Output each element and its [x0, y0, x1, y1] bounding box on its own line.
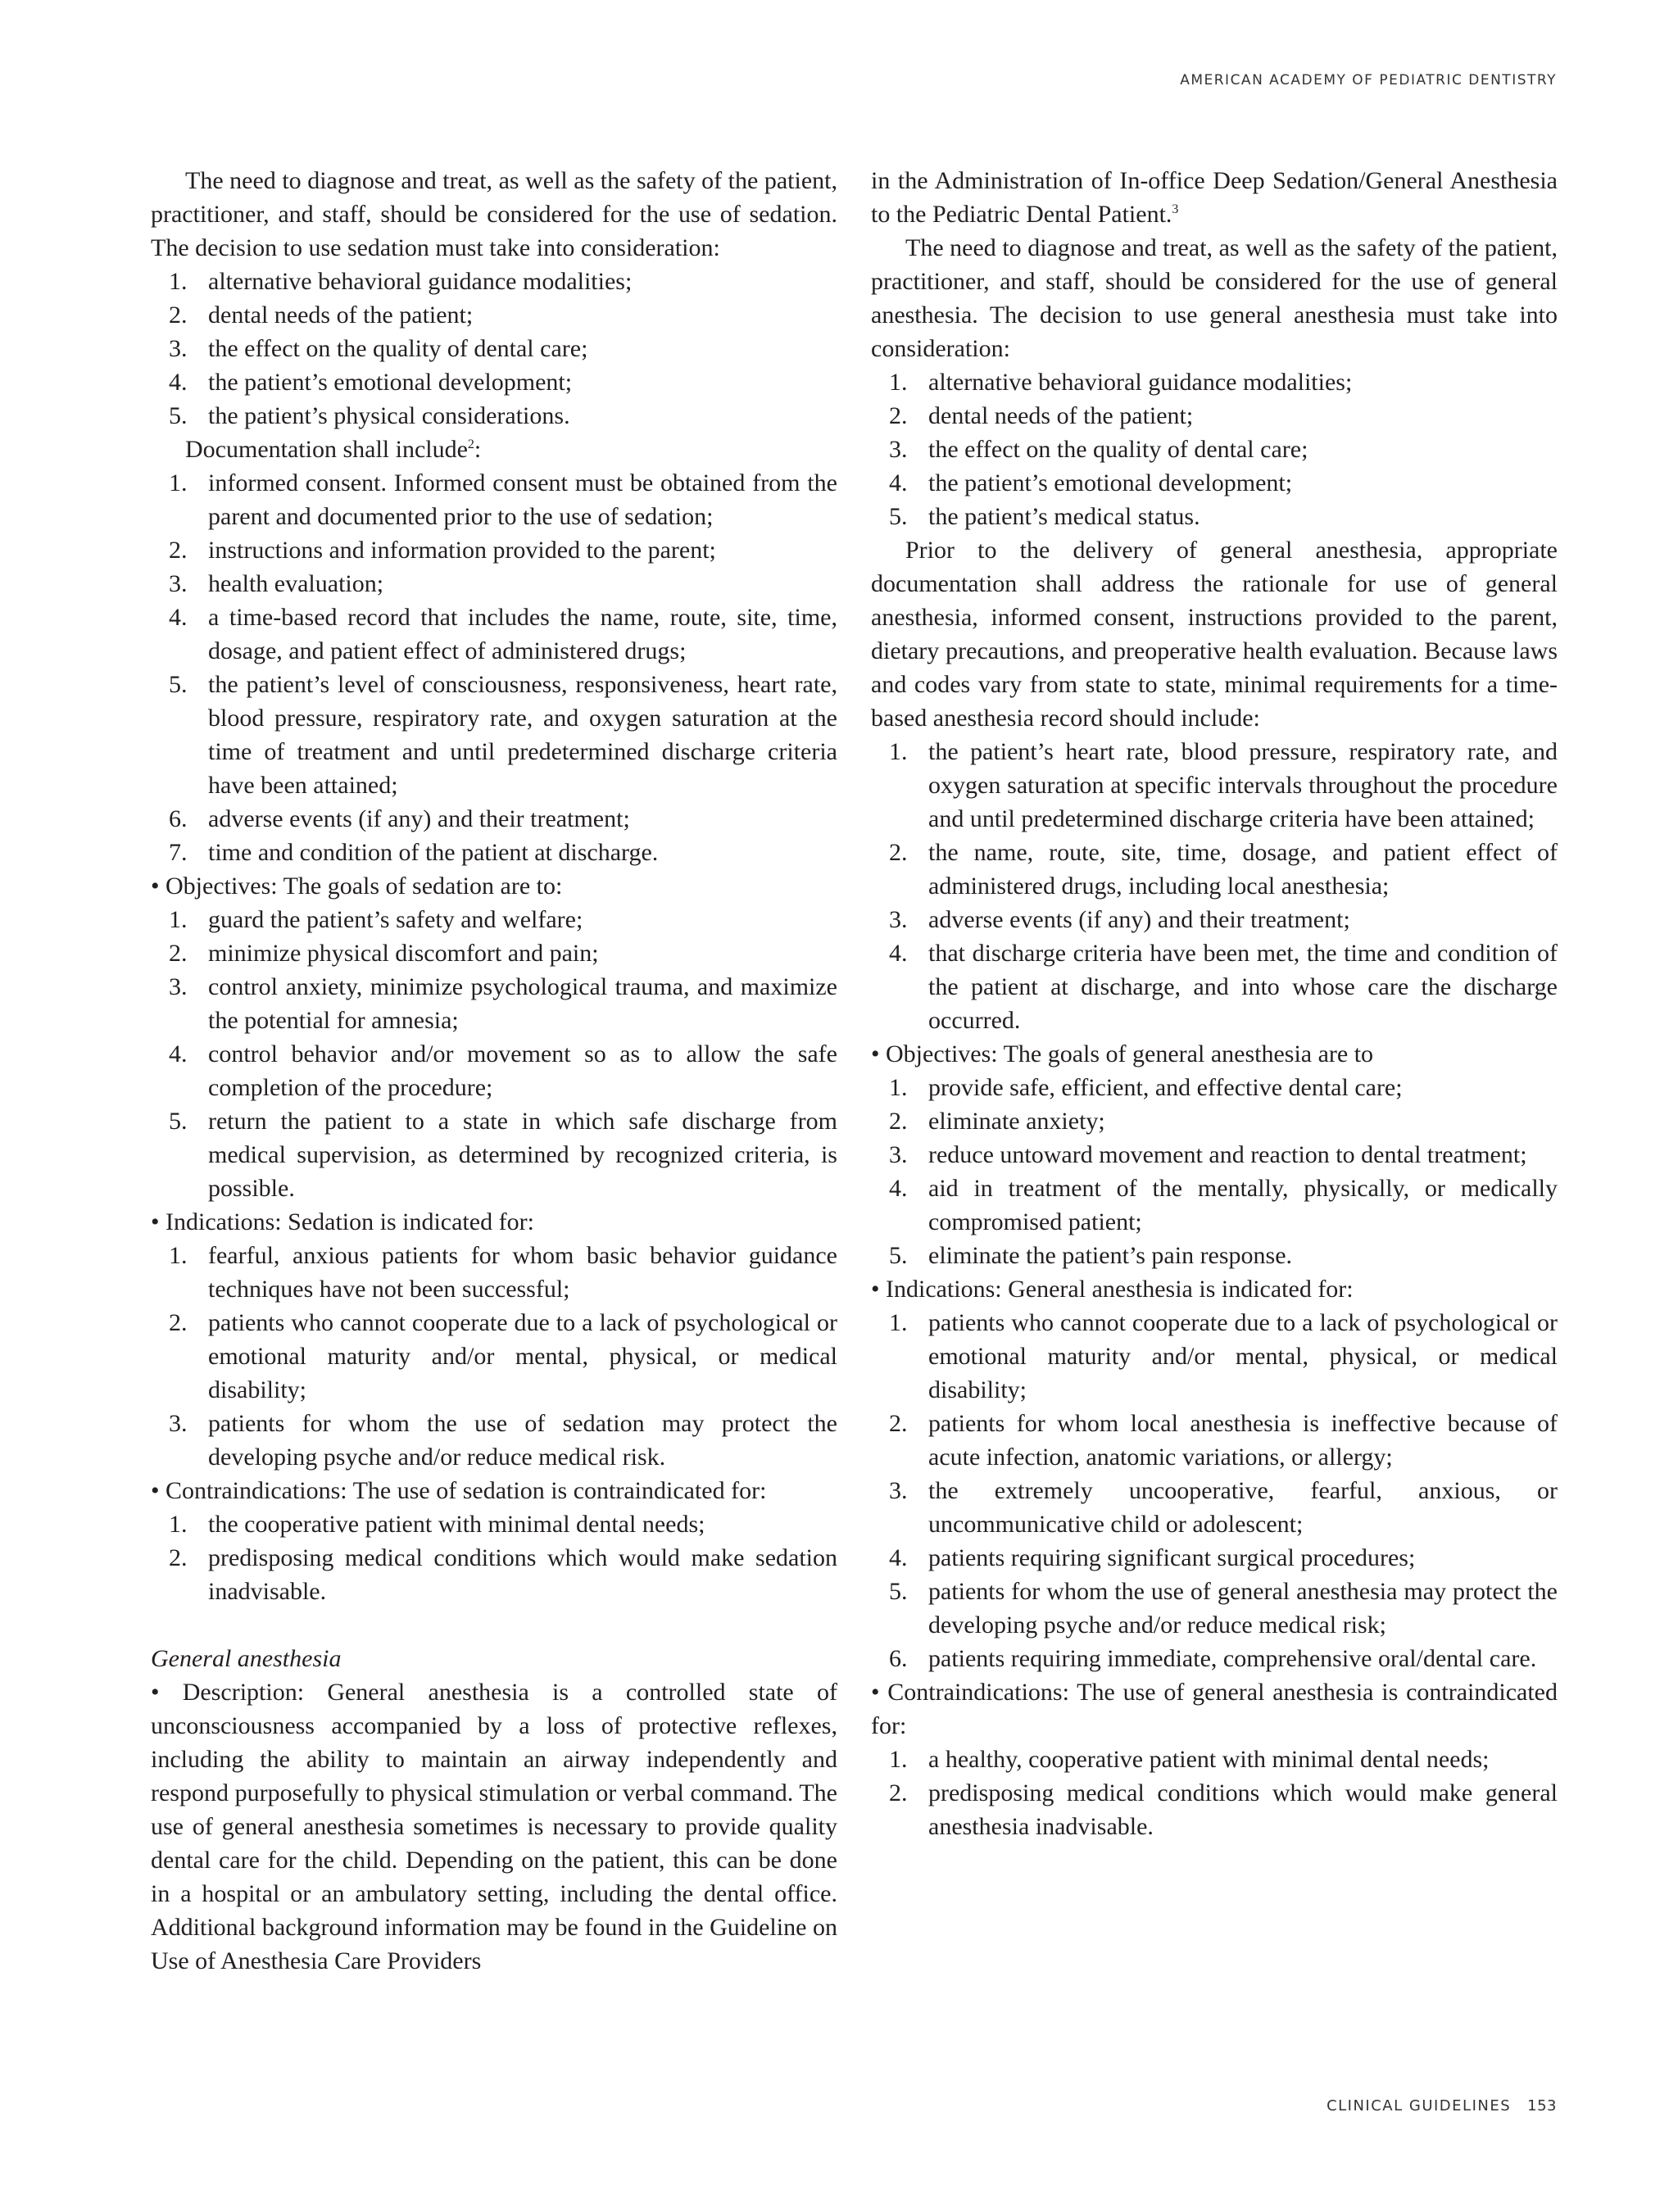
list-item-number: 1. [889, 1074, 908, 1101]
list-item-text: patients who cannot cooperate due to a lack of psychological or emotional maturity and/or mental, physical, or medical disability; [928, 1309, 1558, 1403]
list-item-text: patients requiring significant surgical procedures; [928, 1544, 1416, 1571]
list-item [151, 567, 837, 601]
running-footer [1327, 2097, 1557, 2115]
list-item [151, 601, 837, 668]
right-column [871, 164, 1558, 1843]
list-item-text: the patient’s emotional development; [208, 369, 573, 396]
ga-objectives-list [871, 1071, 1558, 1272]
list-item-text: dental needs of the patient; [208, 301, 474, 329]
list-item-number: 1. [169, 1242, 188, 1269]
list-item-number: 3. [169, 973, 188, 1000]
sedation-intro: The need to diagnose and treat, as well as the safety of the patient, practitioner, and staff, should be considered for the use of sedation. The decision to use sedation must take into consideration: [151, 167, 837, 261]
list-item-number: 2. [889, 1410, 908, 1437]
list-item-text: alternative behavioral guidance modalities; [208, 268, 633, 295]
list-item [871, 1541, 1558, 1575]
list-item-number: 1. [889, 738, 908, 765]
list-item-text: adverse events (if any) and their treatment; [208, 805, 630, 832]
list-item-text: minimize physical discomfort and pain; [208, 940, 599, 967]
list-item-text: that discharge criteria have been met, the time and condition of the patient at discharge, and into whose care the discharge occurred. [928, 940, 1558, 1034]
list-item-number: 4. [889, 1544, 908, 1571]
list-item [151, 1037, 837, 1104]
list-item [871, 1776, 1558, 1843]
list-item-text: dental needs of the patient; [928, 402, 1194, 429]
list-item-number: 3. [889, 906, 908, 933]
list-item-number: 4. [889, 940, 908, 967]
list-item-text: the extremely uncooperative, fearful, anxious, or uncommunicative child or adolescent; [928, 1477, 1558, 1538]
description-continuation [871, 164, 1558, 231]
list-item-number: 3. [889, 436, 908, 463]
list-item [871, 1474, 1558, 1541]
list-item-number: 3. [169, 1410, 188, 1437]
general-anesthesia-description: • Description: General anesthesia is a controlled state of unconsciousness accompanied by a loss of protective reflexes, including the ability to maintain an airway independently and respond purposefully to physical stimulation or verbal command. The use of general anesthesia sometimes is necessary to provide quality dental care for the child. Depending on the patient, this can be done in a hospital or an ambulatory setting, including the dental office. Additional background information may be found in the Guideline on Use of Anesthesia Care Providers [151, 1679, 837, 1974]
list-item-text: eliminate anxiety; [928, 1108, 1105, 1135]
description-continuation-text: in the Administration of In-office Deep Sedation/General Anesthesia to the Pediatric Dental Patient. [871, 167, 1558, 228]
list-item-number: 3. [169, 570, 188, 597]
ga-prior-paragraph: Prior to the delivery of general anesthesia, appropriate documentation shall address the rationale for use of general anesthesia, informed consent, instructions provided to the parent, dietary precautions, and preoperative health evaluation. Because laws and codes vary from state to state, minimal requirements for a time-based anesthesia record should include: [871, 537, 1558, 732]
documentation-lead-text: Documentation shall include [185, 436, 468, 463]
list-item-number: 5. [169, 402, 188, 429]
list-item-text: reduce untoward movement and reaction to dental treatment; [928, 1141, 1527, 1168]
list-item [871, 735, 1558, 836]
list-item-number: 1. [169, 268, 188, 295]
list-item [871, 1138, 1558, 1172]
list-item-number: 1. [889, 369, 908, 396]
ga-contraindications-list [871, 1743, 1558, 1843]
list-item [871, 903, 1558, 936]
ga-contraindications-heading: • Contraindications: The use of general anesthesia is contraindicated for: [871, 1679, 1558, 1739]
list-item-number: 2. [889, 1779, 908, 1806]
list-item-number: 2. [169, 301, 188, 329]
list-item [151, 466, 837, 533]
list-item-number: 6. [889, 1645, 908, 1672]
list-item-number: 1. [889, 1746, 908, 1773]
list-item-text: aid in treatment of the mentally, physically, or medically compromised patient; [928, 1175, 1558, 1235]
page-number: 153 [1527, 2097, 1557, 2115]
sedation-indications-list [151, 1239, 837, 1474]
list-item-text: the name, route, site, time, dosage, and patient effect of administered drugs, including local anesthesia; [928, 839, 1558, 900]
list-item-text: the patient’s heart rate, blood pressure, respiratory rate, and oxygen saturation at specific intervals throughout the procedure and until predetermined discharge criteria have been attained; [928, 738, 1558, 832]
list-item [151, 668, 837, 802]
list-item-text: control anxiety, minimize psychological trauma, and maximize the potential for amnesia; [208, 973, 837, 1034]
list-item-text: guard the patient’s safety and welfare; [208, 906, 583, 933]
sedation-indications-heading: • Indications: Sedation is indicated for: [151, 1208, 534, 1235]
list-item [871, 433, 1558, 466]
list-item [151, 1104, 837, 1205]
ga-indications-heading: • Indications: General anesthesia is indicated for: [871, 1276, 1354, 1303]
list-item-number: 7. [169, 839, 188, 866]
list-item-number: 2. [169, 537, 188, 564]
sedation-objectives-list [151, 903, 837, 1205]
list-item-text: patients for whom local anesthesia is ineffective because of acute infection, anatomic variations, or allergy; [928, 1410, 1558, 1471]
sedation-contraindications-list [151, 1507, 837, 1608]
list-item [151, 836, 837, 869]
list-item-number: 4. [169, 604, 188, 631]
list-item-number: 5. [889, 1242, 908, 1269]
list-item-text: patients requiring immediate, comprehensive oral/dental care. [928, 1645, 1537, 1672]
ga-indications-list [871, 1306, 1558, 1675]
list-item-number: 2. [169, 1544, 188, 1571]
list-item [871, 1071, 1558, 1104]
list-item-text: the cooperative patient with minimal dental needs; [208, 1511, 705, 1538]
anesthesia-record-list [871, 735, 1558, 1037]
list-item [151, 399, 837, 433]
left-column [151, 164, 837, 1978]
list-item-number: 6. [169, 805, 188, 832]
list-item-text: a healthy, cooperative patient with minimal dental needs; [928, 1746, 1490, 1773]
list-item [151, 298, 837, 332]
list-item-text: predisposing medical conditions which would make sedation inadvisable. [208, 1544, 837, 1605]
list-item [151, 365, 837, 399]
list-item-text: adverse events (if any) and their treatment; [928, 906, 1350, 933]
ga-considerations-list [871, 365, 1558, 533]
list-item [151, 1407, 837, 1474]
list-item [871, 1642, 1558, 1675]
list-item [871, 365, 1558, 399]
list-item-number: 2. [889, 402, 908, 429]
list-item [871, 1239, 1558, 1272]
list-item-number: 4. [889, 1175, 908, 1202]
sedation-contraindications-heading: • Contraindications: The use of sedation is contraindicated for: [151, 1477, 767, 1504]
sedation-objectives-heading: • Objectives: The goals of sedation are to: [151, 873, 563, 900]
list-item-text: alternative behavioral guidance modalities; [928, 369, 1353, 396]
list-item-number: 2. [169, 1309, 188, 1336]
list-item-number: 2. [889, 1108, 908, 1135]
list-item-number: 1. [169, 469, 188, 496]
list-item [151, 802, 837, 836]
list-item [151, 265, 837, 298]
list-item-number: 4. [169, 1040, 188, 1067]
list-item-text: eliminate the patient’s pain response. [928, 1242, 1293, 1269]
list-item-number: 2. [169, 940, 188, 967]
list-item-text: the patient’s level of consciousness, responsiveness, heart rate, blood pressure, respiratory rate, and oxygen saturation at the time of treatment and until predetermined discharge criteria have been attained; [208, 671, 837, 799]
list-item-number: 3. [889, 1141, 908, 1168]
list-item-text: predisposing medical conditions which would make general anesthesia inadvisable. [928, 1779, 1558, 1840]
list-item [151, 1306, 837, 1407]
list-item [871, 500, 1558, 533]
list-item [871, 936, 1558, 1037]
list-item-number: 5. [169, 1108, 188, 1135]
documentation-lead [151, 433, 837, 466]
list-item [871, 1104, 1558, 1138]
list-item-text: health evaluation; [208, 570, 384, 597]
list-item-text: the effect on the quality of dental care; [928, 436, 1308, 463]
list-item [871, 466, 1558, 500]
list-item-number: 1. [169, 906, 188, 933]
list-item-number: 1. [169, 1511, 188, 1538]
list-item-text: patients for whom the use of sedation may protect the developing psyche and/or reduce medical risk. [208, 1410, 837, 1471]
list-item-number: 3. [889, 1477, 908, 1504]
list-item-text: provide safe, efficient, and effective dental care; [928, 1074, 1403, 1101]
footer-section: CLINICAL GUIDELINES [1327, 2097, 1512, 2115]
list-item-text: the patient’s emotional development; [928, 469, 1293, 496]
list-item-text: patients for whom the use of general anesthesia may protect the developing psyche and/or reduce medical risk; [928, 1578, 1558, 1639]
list-item-text: instructions and information provided to the parent; [208, 537, 716, 564]
list-item-text: control behavior and/or movement so as to allow the safe completion of the procedure; [208, 1040, 837, 1101]
list-item-text: the patient’s medical status. [928, 503, 1200, 530]
list-item [871, 1306, 1558, 1407]
list-item [151, 533, 837, 567]
list-item-text: a time-based record that includes the name, route, site, time, dosage, and patient effect of administered drugs; [208, 604, 837, 664]
list-item-number: 1. [889, 1309, 908, 1336]
list-item [151, 1239, 837, 1306]
list-item [151, 1541, 837, 1608]
list-item-number: 2. [889, 839, 908, 866]
list-item [871, 1743, 1558, 1776]
ga-intro: The need to diagnose and treat, as well as the safety of the patient, practitioner, and staff, should be considered for the use of general anesthesia. The decision to use general anesthesia must take into consideration: [871, 234, 1558, 362]
list-item-number: 5. [889, 1578, 908, 1605]
reference-2: 2 [467, 437, 474, 451]
list-item [151, 936, 837, 970]
list-item [151, 970, 837, 1037]
documentation-list [151, 466, 837, 869]
general-anesthesia-title: General anesthesia [151, 1645, 342, 1672]
list-item [151, 1507, 837, 1541]
list-item-number: 5. [889, 503, 908, 530]
list-item-text: patients who cannot cooperate due to a lack of psychological or emotional maturity and/or mental, physical, or medical disability; [208, 1309, 837, 1403]
list-item [151, 332, 837, 365]
list-item-number: 4. [889, 469, 908, 496]
list-item [871, 836, 1558, 903]
list-item-text: time and condition of the patient at discharge. [208, 839, 659, 866]
documentation-lead-colon: : [474, 436, 482, 463]
list-item [871, 1172, 1558, 1239]
ga-objectives-heading: • Objectives: The goals of general anesthesia are to [871, 1040, 1374, 1067]
list-item-text: informed consent. Informed consent must be obtained from the parent and documented prior to the use of sedation; [208, 469, 837, 530]
list-item-text: the patient’s physical considerations. [208, 402, 570, 429]
list-item [871, 399, 1558, 433]
sedation-considerations-list [151, 265, 837, 433]
list-item-number: 4. [169, 369, 188, 396]
list-item-text: fearful, anxious patients for whom basic behavior guidance techniques have not been successful; [208, 1242, 837, 1303]
list-item [871, 1407, 1558, 1474]
list-item-number: 3. [169, 335, 188, 362]
list-item-text: return the patient to a state in which safe discharge from medical supervision, as determined by recognized criteria, is possible. [208, 1108, 837, 1202]
running-header: AMERICAN ACADEMY OF PEDIATRIC DENTISTRY [1180, 72, 1557, 88]
list-item-text: the effect on the quality of dental care; [208, 335, 588, 362]
reference-3: 3 [1172, 202, 1179, 216]
list-item-number: 5. [169, 671, 188, 698]
list-item [871, 1575, 1558, 1642]
list-item [151, 903, 837, 936]
